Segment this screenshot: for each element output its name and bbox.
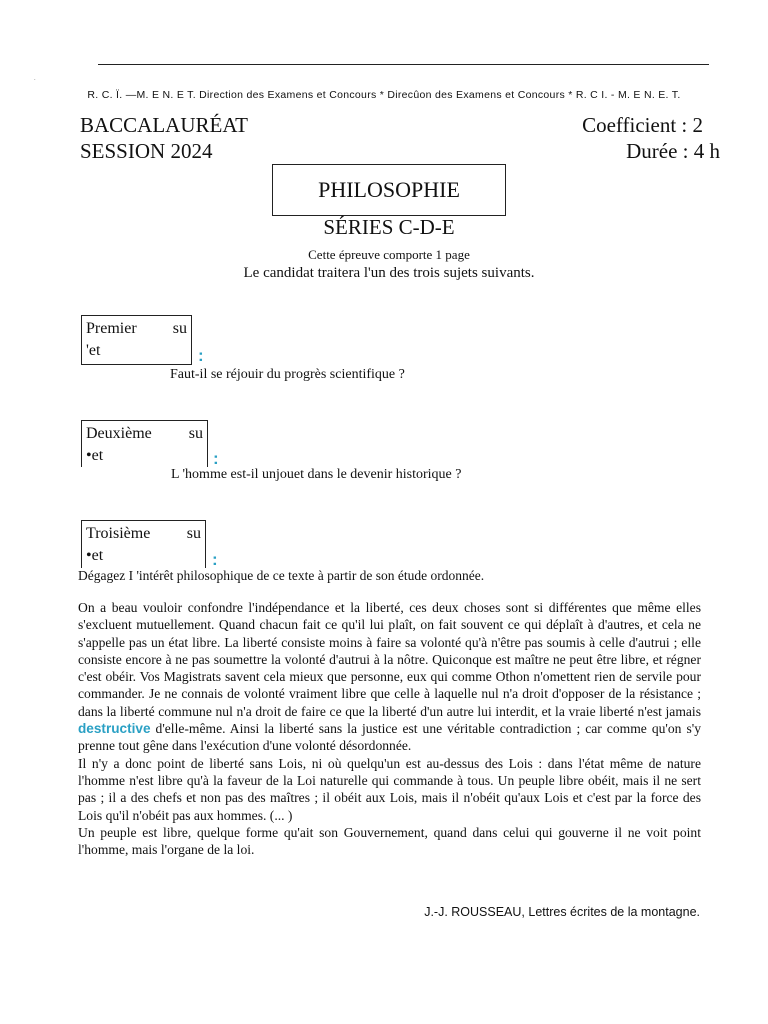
ministry-line: R. C. Ï. —M. E N. E T. Direction des Examens et Concours * Direcûon des Examens et Concours * R. C I. - M. E N. E. T. [87,89,681,101]
paragraph-1 [78,599,701,755]
paragraph-1-part-a: On a beau vouloir confondre l'indépendance et la liberté, ces deux choses sont si différentes que même elles s'excluent mutuellement. Quand chacun fait ce qu'il lui plaît, on fait souvent ce qui déplaît à d'autres, et cela ne s'appelle pas un état libre. La liberté consiste moins à faire sa volonté qu'à n'être pas soumis à celle d'autrui ; elle consiste encore à ne pas soumettre la volonté d'autrui à la nôtre. Quiconque est maître ne peut être libre, et régner c'est obéir. Vos Magistrats savent cela mieux que personne, eux qui comme Othon n'omettent rien de servile pour commander. Je ne connais de volonté vraiment libre que celle à laquelle nul n'a droit d'opposer de la résistance ; dans la liberté commune nul n'a droit de faire ce que la liberté d'un autre lui interdit, et la vraie liberté n'est jamais [78,600,701,719]
sujet-2-label-box [81,420,208,467]
subject-title-box [272,164,506,216]
sujet-1-colon: : [198,346,204,365]
sujet-3-colon: : [212,550,218,569]
sujet-2-label-c: •et [86,447,104,464]
sujet-3-label-c: •et [86,547,104,564]
sujet-1-label-box [81,315,192,365]
paragraph-1-part-b: d'elle-même. Ainsi la liberté sans la justice est une véritable contradiction ; car comme qu'on s'y prenne tout gêne dans l'exécution d'une volonté désordonnée. [78,721,701,754]
sujet-3-label-box [81,520,206,568]
subject-title: PHILOSOPHIE [318,177,460,202]
paragraph-2: Il n'y a donc point de liberté sans Lois, ni où quelqu'un est au-dessus des Lois : dans l'état même de nature l'homme n'est libre qu'à la faveur de la Loi naturelle qui commande à tous. Un peuple libre obéit, mais il ne sert pas ; il a des chefs et non pas des maîtres ; il obéit aux Lois, mais il n'obéit qu'aux Lois et c'est par la force des Lois qu'il n'obéit pas aux hommes. (... ) [78,755,701,823]
sujet-3-label: Troisième [86,525,151,542]
top-rule [98,64,709,65]
stray-mark: . [34,76,36,82]
highlighted-word: destructive [78,721,151,737]
session: SESSION 2024 [80,139,213,163]
sujet-2-colon: : [213,449,219,468]
pages-note: Cette épreuve comporte 1 page [308,247,470,262]
sujet-2-label: Deuxième [86,425,152,442]
sujet-3-label-b: su [186,525,201,542]
sujet-1-label-c: 'et [86,342,101,359]
sujet-1-label: Premier [86,320,137,337]
paragraph-3: Un peuple est libre, quelque forme qu'ait son Gouvernement, quand dans celui qui gouverne il ne voit point l'homme, mais l'organe de la loi. [78,824,701,858]
exam-name: BACCALAURÉAT [80,113,249,137]
sujet-2-question: L 'homme est-il unjouet dans le devenir historique ? [171,467,462,482]
text-excerpt [78,599,701,858]
sujet-1-question: Faut-il se réjouir du progrès scientifique ? [170,367,405,382]
source-citation: J.-J. ROUSSEAU, Lettres écrites de la montagne. [424,905,700,919]
sujet-3-question: Dégagez I 'intérêt philosophique de ce texte à partir de son étude ordonnée. [78,568,485,583]
series: SÉRIES C-D-E [323,215,455,239]
duration: Durée : 4 h [626,139,720,163]
instruction: Le candidat traitera l'un des trois sujets suivants. [243,265,535,281]
sujet-1-label-b: su [172,320,187,337]
coefficient: Coefficient : 2 [582,113,703,137]
sujet-2-label-b: su [188,425,203,442]
